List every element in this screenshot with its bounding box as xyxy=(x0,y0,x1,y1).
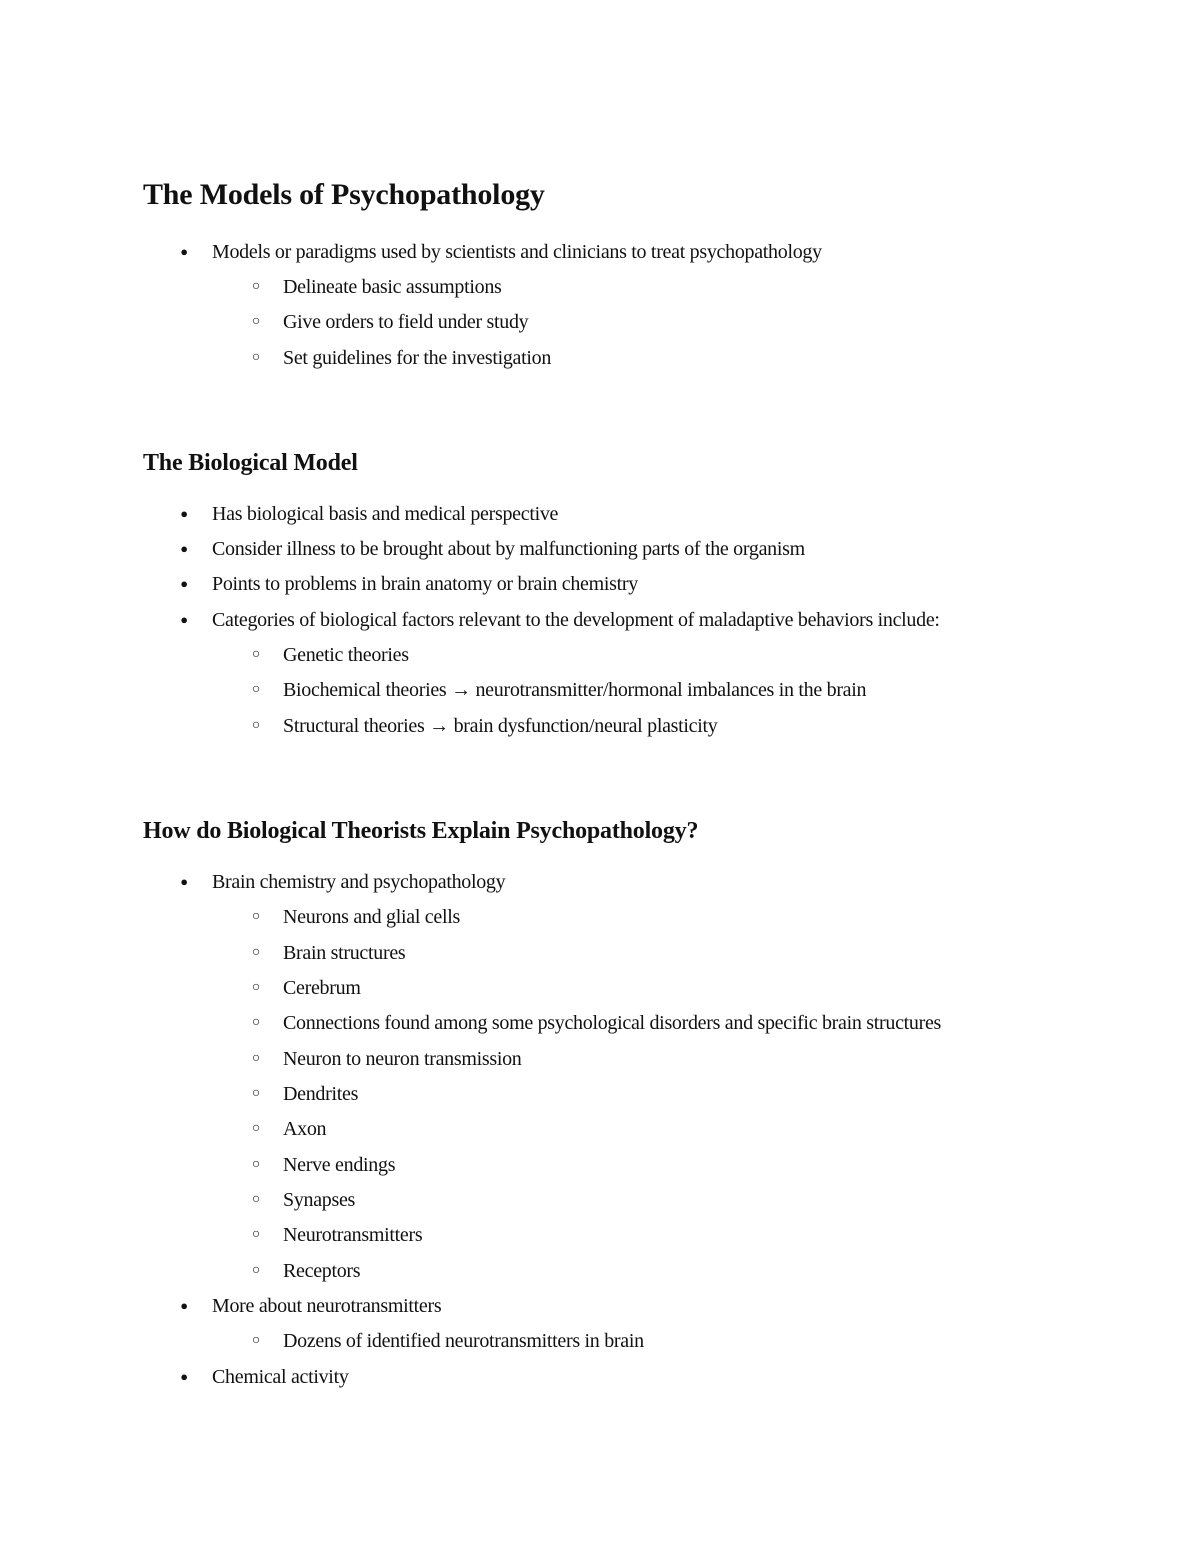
list-item: ○ Receptors xyxy=(283,1259,360,1283)
bullet-hollow-icon: ○ xyxy=(251,279,261,294)
bullet-filled-icon: ● xyxy=(180,541,188,556)
bullet-hollow-icon: ○ xyxy=(251,1333,261,1348)
list-item: ○ Nerve endings xyxy=(283,1153,395,1177)
list-item: ● More about neurotransmitters xyxy=(212,1294,441,1318)
bullet-hollow-icon: ○ xyxy=(251,718,261,733)
bullet-hollow-icon: ○ xyxy=(251,980,261,995)
bullet-hollow-icon: ○ xyxy=(251,350,261,365)
section-heading-models: The Models of Psychopathology xyxy=(143,178,545,211)
list-item: ○ Structural theories → brain dysfunction/neural plasticity xyxy=(283,714,717,738)
section-heading-biological-model: The Biological Model xyxy=(143,450,358,476)
list-item: ● Brain chemistry and psychopathology xyxy=(212,870,505,894)
list-item: ● Categories of biological factors relevant to the development of maladaptive behaviors include: xyxy=(212,608,940,632)
bullet-hollow-icon: ○ xyxy=(251,1192,261,1207)
bullet-filled-icon: ● xyxy=(180,244,188,259)
bullet-filled-icon: ● xyxy=(180,612,188,627)
bullet-hollow-icon: ○ xyxy=(251,647,261,662)
bullet-hollow-icon: ○ xyxy=(251,1227,261,1242)
bullet-filled-icon: ● xyxy=(180,506,188,521)
list-item: ● Has biological basis and medical perspective xyxy=(212,502,558,526)
list-item: ○ Axon xyxy=(283,1117,326,1141)
list-item: ○ Cerebrum xyxy=(283,976,361,1000)
list-item: ○ Delineate basic assumptions xyxy=(283,275,502,299)
list-item: ○ Neurons and glial cells xyxy=(283,905,460,929)
bullet-hollow-icon: ○ xyxy=(251,1086,261,1101)
bullet-hollow-icon: ○ xyxy=(251,945,261,960)
bullet-hollow-icon: ○ xyxy=(251,682,261,697)
list-item: ○ Genetic theories xyxy=(283,643,409,667)
bullet-hollow-icon: ○ xyxy=(251,1051,261,1066)
list-item: ● Consider illness to be brought about by malfunctioning parts of the organism xyxy=(212,537,805,561)
list-item: ○ Brain structures xyxy=(283,941,405,965)
bullet-hollow-icon: ○ xyxy=(251,909,261,924)
bullet-hollow-icon: ○ xyxy=(251,1121,261,1136)
bullet-filled-icon: ● xyxy=(180,874,188,889)
bullet-hollow-icon: ○ xyxy=(251,1263,261,1278)
list-item: ○ Dendrites xyxy=(283,1082,358,1106)
bullet-filled-icon: ● xyxy=(180,1369,188,1384)
list-item: ○ Connections found among some psychological disorders and specific brain structures xyxy=(283,1011,941,1035)
list-item: ○ Neuron to neuron transmission xyxy=(283,1047,522,1071)
list-item: ● Points to problems in brain anatomy or brain chemistry xyxy=(212,572,638,596)
list-item: ○ Give orders to field under study xyxy=(283,310,528,334)
list-item: ○ Neurotransmitters xyxy=(283,1223,422,1247)
section-heading-biological-theorists: How do Biological Theorists Explain Psychopathology? xyxy=(143,818,699,844)
bullet-hollow-icon: ○ xyxy=(251,1015,261,1030)
bullet-hollow-icon: ○ xyxy=(251,1157,261,1172)
list-item: ○ Synapses xyxy=(283,1188,355,1212)
list-item: ● Models or paradigms used by scientists and clinicians to treat psychopathology xyxy=(212,240,822,264)
bullet-filled-icon: ● xyxy=(180,1298,188,1313)
list-item: ○ Dozens of identified neurotransmitters in brain xyxy=(283,1329,644,1353)
bullet-filled-icon: ● xyxy=(180,576,188,591)
list-item: ○ Set guidelines for the investigation xyxy=(283,346,551,370)
bullet-hollow-icon: ○ xyxy=(251,314,261,329)
list-item: ● Chemical activity xyxy=(212,1365,349,1389)
list-item: ○ Biochemical theories → neurotransmitter/hormonal imbalances in the brain xyxy=(283,678,866,702)
